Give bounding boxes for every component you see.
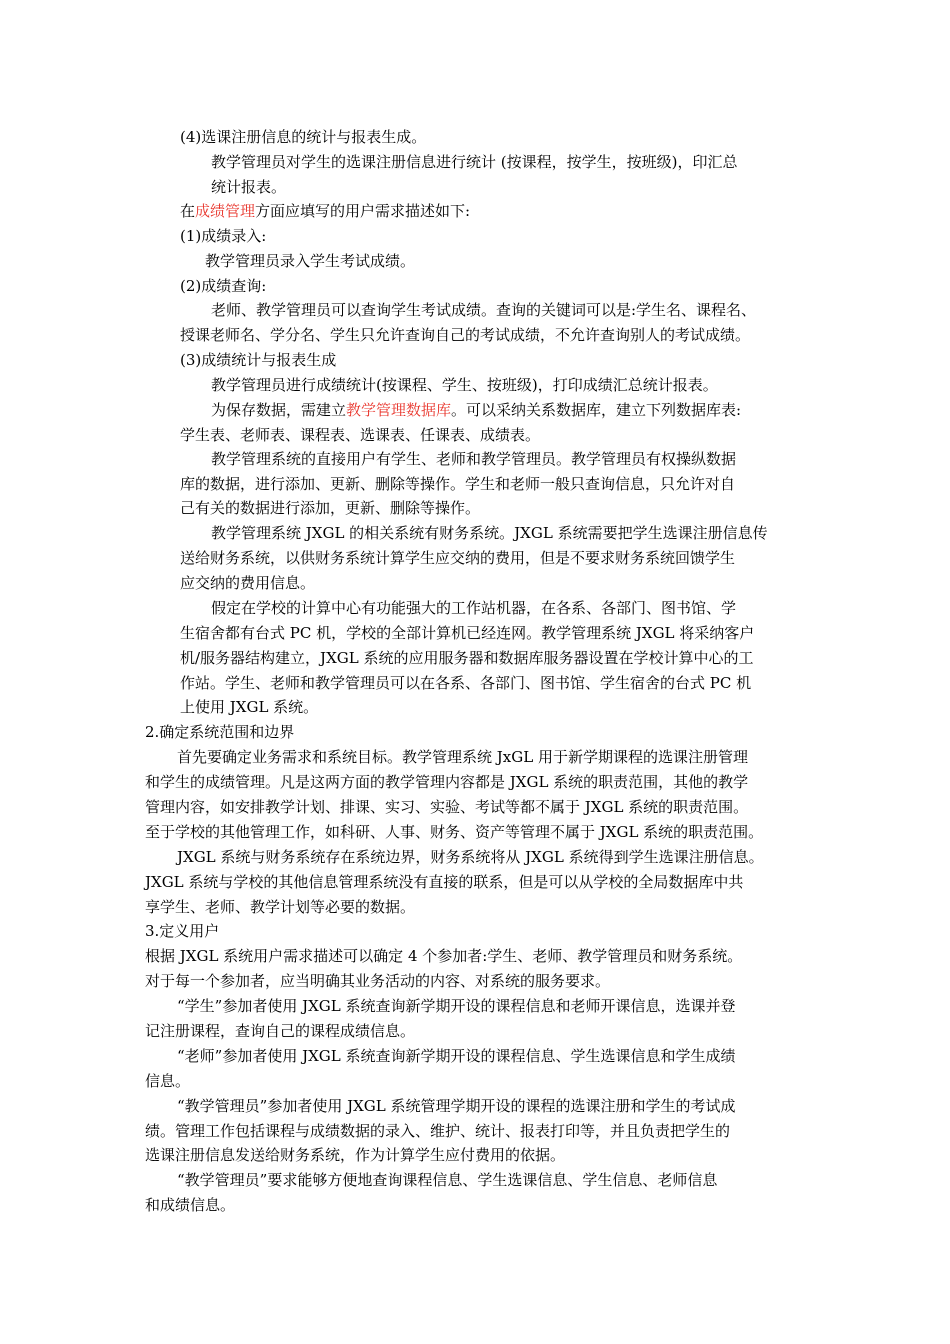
paragraph-line: 假定在学校的计算中心有功能强大的工作站机器，在各系、各部门、图书馆、学	[211, 599, 737, 617]
paragraph-line: JXGL 系统与学校的其他信息管理系统没有直接的联系，但是可以从学校的全局数据库中共	[145, 873, 744, 891]
paragraph-line: 享学生、老师、教学计划等必要的数据。	[145, 898, 416, 916]
paragraph-line: 教学管理系统的直接用户有学生、老师和教学管理员。教学管理员有权操纵数据	[211, 450, 737, 468]
paragraph-line: 老师、教学管理员可以查询学生考试成绩。查询的关键词可以是:学生名、课程名、	[211, 301, 757, 319]
paragraph-line: 学生表、老师表、课程表、选课表、任课表、成绩表。	[180, 426, 541, 444]
paragraph-line: 记注册课程，查询自己的课程成绩信息。	[145, 1022, 416, 1040]
text-run: 。可以采纳关系数据库，建立下列数据库表:	[451, 401, 742, 419]
paragraph-line: 至于学校的其他管理工作，如科研、人事、财务、资产等管理不属于 JXGL 系统的职责范围。	[145, 823, 764, 841]
text-run: 在	[180, 202, 196, 220]
paragraph-line: 己有关的数据进行添加，更新、删除等操作。	[180, 499, 481, 517]
highlighted-term: 成绩管理	[195, 202, 256, 220]
paragraph-line: 绩。管理工作包括课程与成绩数据的录入、维护、统计、报表打印等，并且负责把学生的	[145, 1122, 731, 1140]
paragraph-line: JXGL 系统与财务系统存在系统边界，财务系统将从 JXGL 系统得到学生选课注册信息。	[177, 848, 764, 866]
paragraph-line: 信息。	[145, 1072, 191, 1090]
paragraph-line: 教学管理员进行成绩统计(按课程、学生、按班级)，打印成绩汇总统计报表。	[211, 376, 718, 394]
paragraph-line: 上使用 JXGL 系统。	[180, 698, 319, 716]
subheading: (3)成绩统计与报表生成	[180, 351, 337, 369]
paragraph-line: 首先要确定业务需求和系统目标。教学管理系统 JxGL 用于新学期课程的选课注册管理	[177, 748, 748, 766]
paragraph-line	[211, 400, 741, 420]
paragraph-line: 和学生的成绩管理。凡是这两方面的教学管理内容都是 JXGL 系统的职责范围，其他的教学	[145, 773, 749, 791]
paragraph-line: 教学管理员录入学生考试成绩。	[205, 252, 416, 270]
subheading: (2)成绩查询:	[180, 277, 267, 295]
paragraph-line	[180, 201, 470, 221]
paragraph-line: “教学管理员”参加者使用 JXGL 系统管理学期开设的课程的选课注册和学生的考试成	[177, 1097, 736, 1115]
paragraph-line: 库的数据，进行添加、更新、删除等操作。学生和老师一般只查询信息，只允许对自	[180, 475, 736, 493]
paragraph-line: 和成绩信息。	[145, 1196, 236, 1214]
paragraph-line: 对于每一个参加者，应当明确其业务活动的内容、对系统的服务要求。	[145, 972, 611, 990]
paragraph-line: 教学管理系统 JXGL 的相关系统有财务系统。JXGL 系统需要把学生选课注册信息传	[211, 524, 768, 542]
paragraph-line: 机/服务器结构建立，JXGL 系统的应用服务器和数据库服务器设置在学校计算中心的工	[180, 649, 754, 667]
paragraph-line: “学生”参加者使用 JXGL 系统查询新学期开设的课程信息和老师开课信息，选课并登	[177, 997, 736, 1015]
highlighted-term: 教学管理数据库	[346, 401, 452, 419]
section-heading: 2.确定系统范围和边界	[145, 723, 295, 741]
paragraph-line: 选课注册信息发送给财务系统，作为计算学生应付费用的依据。	[145, 1146, 566, 1164]
paragraph-line: “老师”参加者使用 JXGL 系统查询新学期开设的课程信息、学生选课信息和学生成绩	[177, 1047, 736, 1065]
subheading: (1)成绩录入:	[180, 227, 267, 245]
section-heading: 3.定义用户	[145, 922, 220, 940]
text-run: 为保存数据，需建立	[211, 401, 347, 419]
paragraph-line: 生宿舍都有台式 PC 机，学校的全部计算机已经连网。教学管理系统 JXGL 将采纳客户	[180, 624, 755, 642]
list-item-4: (4)选课注册信息的统计与报表生成。	[180, 128, 427, 146]
paragraph-line: 教学管理员对学生的选课注册信息进行统计 (按课程，按学生，按班级)，印汇总	[211, 153, 738, 171]
paragraph-line: 授课老师名、学分名、学生只允许查询自己的考试成绩，不允许查询别人的考试成绩。	[180, 326, 751, 344]
paragraph-line: 送给财务系统，以供财务系统计算学生应交纳的费用，但是不要求财务系统回馈学生	[180, 549, 736, 567]
paragraph-line: 统计报表。	[211, 178, 287, 196]
text-run: 方面应填写的用户需求描述如下:	[255, 202, 471, 220]
paragraph-line: 管理内容，如安排教学计划、排课、实习、实验、考试等都不属于 JXGL 系统的职责范围。	[145, 798, 749, 816]
paragraph-line: “教学管理员”要求能够方便地查询课程信息、学生选课信息、学生信息、老师信息	[177, 1171, 718, 1189]
paragraph-line: 作站。学生、老师和教学管理员可以在各系、各部门、图书馆、学生宿舍的台式 PC 机	[180, 674, 752, 692]
paragraph-line: 根据 JXGL 系统用户需求描述可以确定 4 个参加者:学生、老师、教学管理员和财务系统。	[145, 947, 743, 965]
paragraph-line: 应交纳的费用信息。	[180, 574, 316, 592]
